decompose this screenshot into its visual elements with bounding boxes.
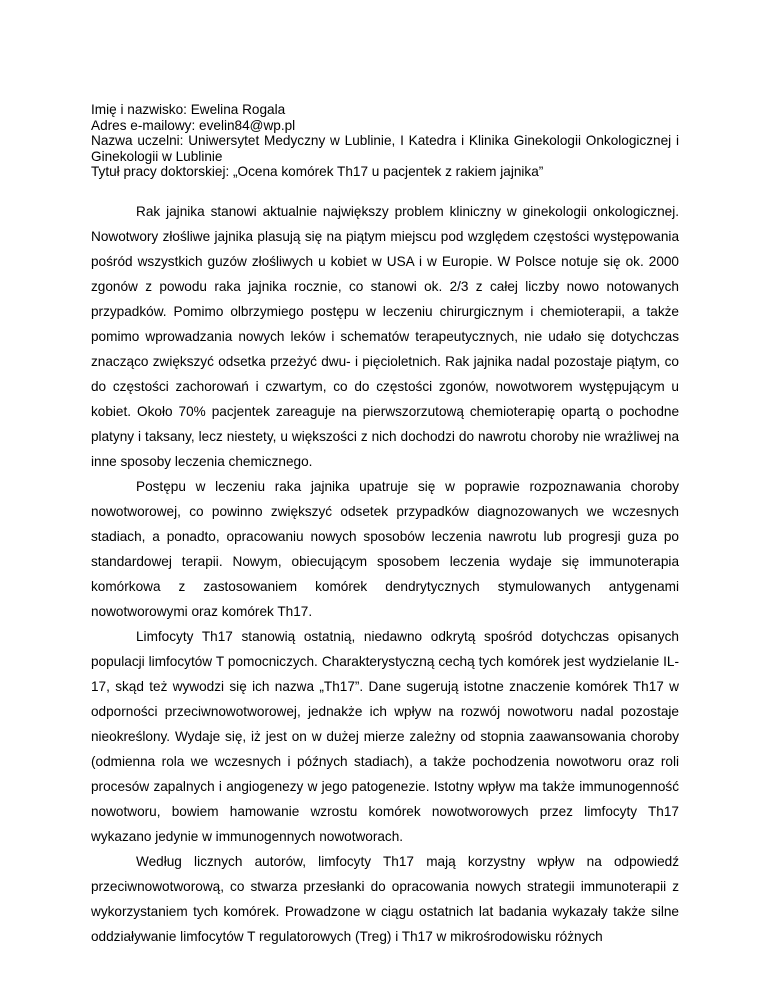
thesis-title-line: Tytuł pracy doktorskiej: „Ocena komórek Th17 u pacjentek z rakiem jajnika” bbox=[91, 164, 544, 180]
paragraph-2: Postępu w leczeniu raka jajnika upatruje się w poprawie rozpoznawania choroby nowotworowej, co powinno zwiększyć odsetek przypadków diagnozowanych we wczesnych stadiach, a ponadto, opracowaniu nowych sposobów leczenia nawrotu lub progresji guza po standardowej terapii. Nowym, obiecującym sposobem leczenia wydaje się immunoterapia komórkowa z zastosowaniem komórek dendrytycznych stymulowanych antygenami nowotworowymi oraz komórek Th17. bbox=[91, 478, 679, 619]
document-body bbox=[91, 199, 679, 949]
author-email-line: Adres e-mailowy: evelin84@wp.pl bbox=[91, 117, 296, 133]
paragraph-4: Według licznych autorów, limfocyty Th17 mają korzystny wpływ na odpowiedź przeciwnowotworową, co stwarza przesłanki do opracowania nowych strategii immunoterapii z wykorzystaniem tych komórek. Prowadzone w ciągu ostatnich lat badania wykazały także silne oddziaływanie limfocytów T regulatorowych (Treg) i Th17 w mikrośrodowisku różnych bbox=[91, 853, 679, 944]
university-line: Nazwa uczelni: Uniwersytet Medyczny w Lublinie, I Katedra i Klinika Ginekologii Onkologicznej i Ginekologii w Lublinie bbox=[91, 133, 679, 164]
paragraph-3: Limfocyty Th17 stanowią ostatnią, niedawno odkrytą spośród dotychczas opisanych populacji limfocytów T pomocniczych. Charakterystyczną cechą tych komórek jest wydzielanie IL-17, skąd też wywodzi się ich nazwa „Th17”. Dane sugerują istotne znaczenie komórek Th17 w odporności przeciwnowotworowej, jednakże ich wpływ na rozwój nowotworu nadal pozostaje nieokreślony. Wydaje się, iż jest on w dużej mierze zależny od stopnia zaawansowania choroby (odmienna rola we wczesnych i późnych stadiach), a także pochodzenia nowotworu oraz roli procesów zapalnych i angiogenezy w jego patogenezie. Istotny wpływ ma także immunogenność nowotworu, bowiem hamowanie wzrostu komórek nowotworowych przez limfocyty Th17 wykazano jedynie w immunogennych nowotworach. bbox=[91, 628, 679, 844]
author-header bbox=[91, 102, 679, 180]
document-page bbox=[91, 102, 679, 949]
author-name-line: Imię i nazwisko: Ewelina Rogala bbox=[91, 102, 286, 117]
paragraph-1: Rak jajnika stanowi aktualnie największy problem kliniczny w ginekologii onkologicznej. Nowotwory złośliwe jajnika plasują się na piątym miejscu pod względem częstości występowania pośród wszystkich guzów złośliwych u kobiet w USA i w Europie. W Polsce notuje się ok. 2000 zgonów z powodu raka jajnika rocznie, co stanowi ok. 2/3 z całej liczby nowo notowanych przypadków. Pomimo olbrzymiego postępu w leczeniu chirurgicznym i chemioterapii, a także pomimo wprowadzania nowych leków i schematów terapeutycznych, nie udało się dotychczas znacząco zwiększyć odsetka przeżyć dwu- i pięcioletnich. Rak jajnika nadal pozostaje piątym, co do częstości zachorowań i czwartym, co do częstości zgonów, nowotworem występującym u kobiet. Około 70% pacjentek zareaguje na pierwszorzutową chemioterapię opartą o pochodne platyny i taksany, lecz niestety, u większości z nich dochodzi do nawrotu choroby nie wrażliwej na inne sposoby leczenia chemicznego. bbox=[91, 203, 679, 469]
